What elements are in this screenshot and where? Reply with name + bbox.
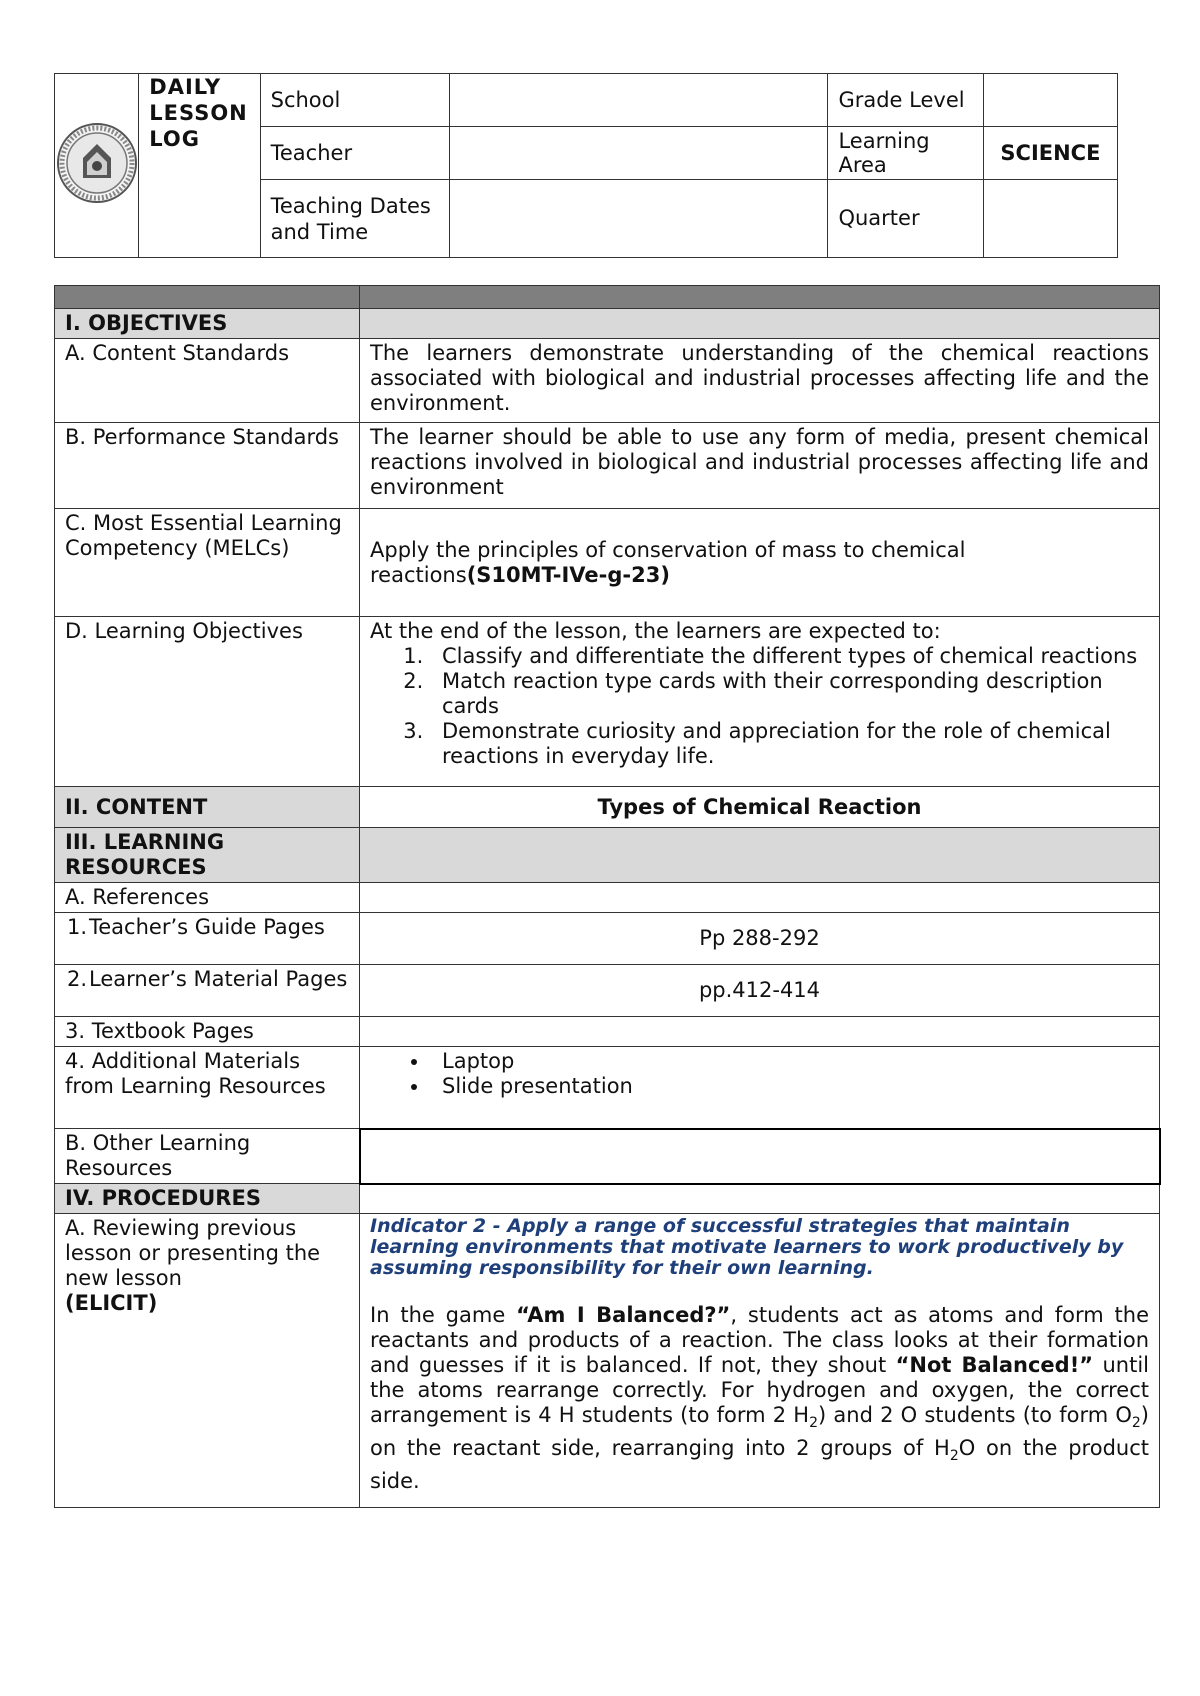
learners-material-num: 2. [67, 967, 88, 991]
review-label: A. Reviewing previous lesson or presenting the new lesson [65, 1216, 321, 1290]
melc-cell [360, 509, 1160, 617]
learning-objectives-intro: At the end of the lesson, the learners are expected to: [370, 619, 941, 643]
subscript: 2 [1131, 1415, 1141, 1432]
list-item: • Laptop [430, 1049, 1149, 1074]
game-text-2: , students act as atoms and form the reactants and products of a reaction. The class looks at their formation and guesses if it is balanced. If not, they shout [370, 1303, 1149, 1377]
quarter-value [983, 180, 1117, 258]
school-value [449, 74, 828, 127]
game-text-6: O on the product side. [370, 1436, 1149, 1494]
learners-material-cell [55, 965, 360, 1017]
other-resources-row [55, 1129, 1160, 1184]
textbook-label: 3. Textbook Pages [55, 1017, 360, 1047]
procedures-heading: IV. PROCEDURES [55, 1184, 360, 1214]
indicator-text: Indicator 2 - Apply a range of successful strategies that maintain learning environments that motivate learners to work productively by assuming responsibility for their own learning. [370, 1215, 1124, 1279]
lesson-table [54, 285, 1161, 1508]
review-tag: (ELICIT) [65, 1291, 158, 1315]
quarter-label: Quarter [828, 180, 983, 258]
objectives-row [55, 309, 1160, 339]
game-text-4: ) and 2 O students (to form O [818, 1403, 1132, 1427]
teacher-value [449, 127, 828, 180]
game-description [370, 1303, 1149, 1494]
game-name: “Am I Balanced?” [516, 1303, 731, 1327]
learning-objectives-list [370, 644, 1149, 769]
additional-materials-row [55, 1047, 1160, 1129]
teachers-guide-num: 1. [67, 915, 88, 939]
content-row [55, 787, 1160, 828]
content-standards-label: A. Content Standards [55, 339, 360, 423]
references-row [55, 883, 1160, 913]
content-title: Types of Chemical Reaction [360, 787, 1160, 828]
procedures-row [55, 1184, 1160, 1214]
indicator-body: Indicator 2 - Apply a range of successful strategies that maintain learning environments that motivate learners to work productively by assuming responsibility for their own learning [370, 1215, 1124, 1279]
grade-label: Grade Level [828, 74, 983, 127]
performance-standards-label: B. Performance Standards [55, 423, 360, 509]
review-row [55, 1214, 1160, 1508]
performance-standards-row [55, 423, 1160, 509]
learners-material-row [55, 965, 1160, 1017]
header-table [54, 73, 1118, 258]
school-label: School [260, 74, 449, 127]
teachers-guide-cell [55, 913, 360, 965]
teachers-guide-row [55, 913, 1160, 965]
other-resources-label: B. Other Learning Resources [55, 1129, 360, 1184]
melc-text: Apply the principles of conservation of mass to chemical reactions [370, 537, 966, 587]
review-content [360, 1214, 1160, 1508]
teacher-label: Teacher [260, 127, 449, 180]
learners-material-label: Learner’s Material Pages [89, 967, 348, 991]
game-shout: “Not Balanced!” [895, 1353, 1094, 1377]
dates-value [449, 180, 828, 258]
content-standards-text: The learners demonstrate understanding of the chemical reactions associated with biological and industrial processes affecting life and the environment. [360, 339, 1160, 423]
list-item: • Slide presentation [430, 1074, 1149, 1099]
additional-materials-label: 4. Additional Materials from Learning Resources [55, 1047, 360, 1129]
melc-row [55, 509, 1160, 617]
textbook-row [55, 1017, 1160, 1047]
game-text-1: In the game [370, 1303, 517, 1327]
learning-objectives-row [55, 617, 1160, 787]
table-header-row [55, 286, 1160, 309]
review-cell [55, 1214, 360, 1508]
content-heading: II. CONTENT [55, 787, 360, 828]
learning-objectives-cell [360, 617, 1160, 787]
game-text-5: ) on the reactant side, rearranging into 2 groups of H [370, 1403, 1149, 1461]
dll-title-text: DAILY LESSON LOG [149, 75, 248, 151]
teachers-guide-value: Pp 288-292 [360, 913, 1160, 965]
game-text-3: until the atoms rearrange correctly. For hydrogen and oxygen, the correct arrangement is 4 H students (to form 2 H [370, 1353, 1149, 1427]
melc-code: (S10MT-IVe-g-23) [466, 562, 670, 587]
learning-objectives-label: D. Learning Objectives [55, 617, 360, 787]
dates-label: Teaching Dates and Time [260, 180, 449, 258]
list-item: 1. Classify and differentiate the different types of chemical reactions [430, 644, 1149, 669]
grade-value [983, 74, 1117, 127]
content-standards-row [55, 339, 1160, 423]
area-value: SCIENCE [983, 127, 1117, 180]
subscript: 2 [949, 1448, 959, 1465]
learners-material-value: pp.412-414 [360, 965, 1160, 1017]
teachers-guide-label: Teacher’s Guide Pages [89, 915, 325, 939]
resources-heading: III. LEARNING RESOURCES [55, 828, 360, 883]
additional-materials-cell [360, 1047, 1160, 1129]
other-resources-value [360, 1129, 1160, 1184]
deped-seal-icon [56, 122, 138, 204]
list-item: 2. Match reaction type cards with their corresponding description cards [430, 669, 1149, 719]
references-label: A. References [55, 883, 360, 913]
performance-standards-text: The learner should be able to use any form of media, present chemical reactions involved in biological and industrial processes affecting life and environment [360, 423, 1160, 509]
dll-title [139, 74, 260, 258]
additional-materials-list [370, 1049, 1149, 1099]
deped-seal [55, 74, 139, 258]
area-label: Learning Area [828, 127, 983, 180]
list-item: 3. Demonstrate curiosity and appreciation for the role of chemical reactions in everyday life. [430, 719, 1149, 769]
subscript: 2 [809, 1415, 819, 1432]
objectives-heading: I. OBJECTIVES [55, 309, 360, 339]
melc-label: C. Most Essential Learning Competency (MELCs) [55, 509, 360, 617]
resources-row [55, 828, 1160, 883]
